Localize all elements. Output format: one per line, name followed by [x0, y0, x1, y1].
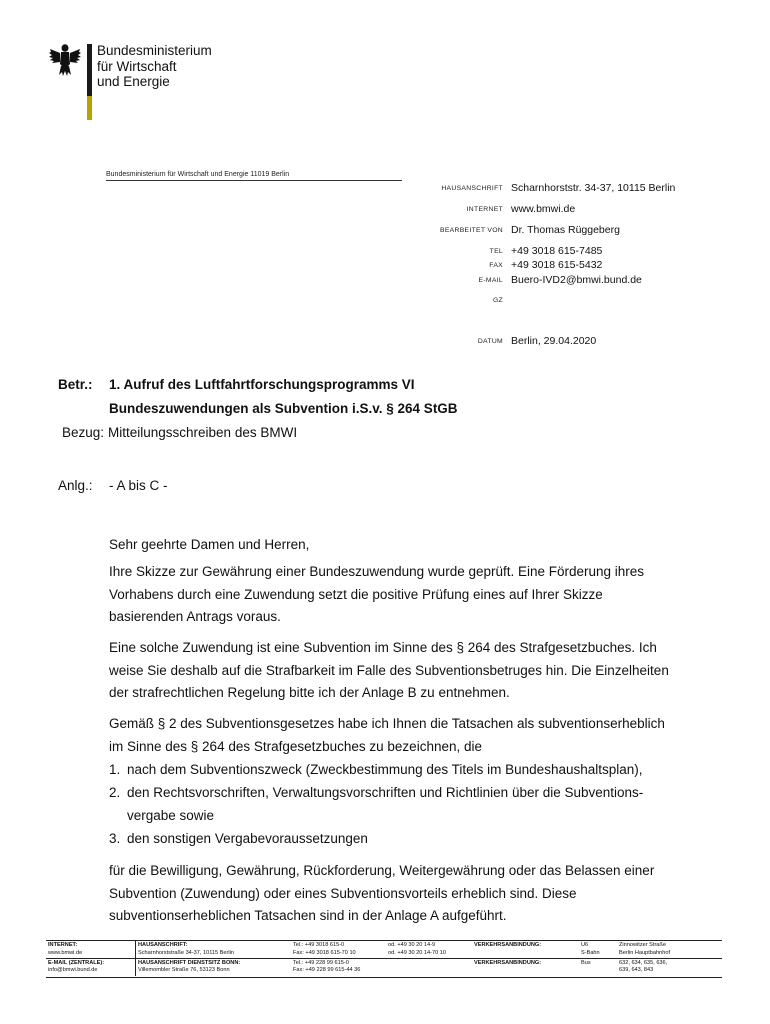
list-item-2-text: den Rechtsvorschriften, Verwaltungsvorschriften und Richtlinien über die Subventions-: [127, 785, 644, 800]
betr-label: Betr.:: [58, 377, 93, 392]
list-item-1-text: nach dem Subventionszweck (Zweckbestimmung des Titels im Bundeshaushaltsplan),: [127, 762, 643, 777]
footer-od-fax: od. +49 30 20 14-70 10: [388, 950, 447, 956]
bearbeitet-value: Dr. Thomas Rüggeberg: [511, 224, 620, 236]
logo-line-1: Bundesministerium: [97, 43, 212, 58]
paragraph-2-line: weise Sie deshalb auf die Strafbarkeit im Falle des Subventionsbetruges hin. Die Einzelheiten: [109, 662, 669, 678]
footer-internet-value: www.bmwi.de: [48, 950, 83, 956]
anlg-value: - A bis C -: [109, 478, 168, 493]
datum-value: Berlin, 29.04.2020: [511, 335, 597, 347]
footer-haus-value: Scharnhorststraße 34-37, 10115 Berlin: [138, 950, 234, 956]
anlg-label: Anlg.:: [58, 478, 93, 493]
fax-label: FAX: [489, 262, 503, 269]
salutation: Sehr geehrte Damen und Herren,: [109, 537, 310, 552]
footer-divider: [46, 958, 722, 959]
hausanschrift-value: Scharnhorststr. 34-37, 10115 Berlin: [511, 182, 676, 194]
paragraph-1: [109, 561, 709, 629]
internet-value: www.bmwi.de: [511, 203, 576, 215]
footer-column-divider: [135, 940, 136, 976]
paragraph-1-line: basierenden Antrags voraus.: [109, 609, 281, 625]
paragraph-2: [109, 637, 709, 705]
paragraph-2-line: der strafrechtlichen Regelung bitte ich der Anlage B zu entnehmen.: [109, 685, 510, 701]
footer-email-label: E-MAIL (ZENTRALE):: [48, 960, 105, 966]
paragraph-3-line: im Sinne des § 264 des Strafgesetzbuches zu bezeichnen, die: [109, 738, 482, 754]
footer-verkehr-label-2: VERKEHRSANBINDUNG:: [474, 960, 542, 966]
footer-haus-label: HAUSANSCHRIFT:: [138, 942, 188, 948]
list-item-3-number: 3.: [109, 831, 121, 846]
paragraph-4-line: für die Bewilligung, Gewährung, Rückforderung, Weitergewährung oder das Belassen einer: [109, 863, 655, 878]
logo-flag-gold: [87, 96, 92, 120]
footer-bus-numbers-1: 632, 634, 635, 636,: [619, 960, 668, 966]
ministry-logo-text: [97, 43, 212, 90]
footer-tel-bonn: Tel.: +49 228 99 615-0: [293, 960, 349, 966]
logo-line-3: und Energie: [97, 74, 170, 89]
footer-verkehr-label-1: VERKEHRSANBINDUNG:: [474, 942, 542, 948]
footer-od-tel: od. +49 30 20 14-9: [388, 942, 436, 948]
logo-line-2: für Wirtschaft: [97, 58, 177, 74]
sender-address-line: Bundesministerium für Wirtschaft und Energie 11019 Berlin: [106, 171, 402, 181]
footer-internet-label: INTERNET:: [48, 942, 78, 948]
footer-bus: Bus: [581, 960, 591, 966]
footer-hbf: Berlin Hauptbahnhof: [619, 950, 671, 956]
list-item-3-text: den sonstigen Vergabevoraussetzungen: [127, 831, 368, 846]
footer-u6: U6: [581, 942, 589, 948]
list-item-1-number: 1.: [109, 762, 121, 777]
footer-bus-numbers-2: 639, 643, 843: [619, 967, 654, 973]
datum-label: DATUM: [477, 338, 503, 345]
footer-tel-berlin: Tel.: +49 3018 615-0: [293, 942, 345, 948]
tel-value: +49 3018 615-7485: [511, 245, 603, 257]
tel-label: TEL: [489, 248, 503, 255]
list-item-2-number: 2.: [109, 785, 121, 800]
subject-line-1: 1. Aufruf des Luftfahrtforschungsprogramms VI: [109, 377, 415, 392]
footer-email-value: info@bmwi.bund.de: [48, 967, 98, 973]
fax-value: +49 3018 615-5432: [511, 259, 603, 271]
bezug-label: Bezug:: [62, 425, 105, 440]
footer-sbahn: S-Bahn: [581, 950, 600, 956]
paragraph-2-line: Eine solche Zuwendung ist eine Subvention im Sinne des § 264 des Strafgesetzbuches. Ich: [109, 640, 657, 655]
list-item-2-text-cont: vergabe sowie: [127, 808, 215, 823]
paragraph-4-line: subventionserheblichen Tatsachen sind in der Anlage A aufgeführt.: [109, 908, 507, 924]
internet-label: INTERNET: [466, 206, 503, 213]
footer-fax-berlin: Fax: +49 3018 615-70 10: [293, 950, 356, 956]
hausanschrift-label: HAUSANSCHRIFT: [441, 185, 503, 192]
paragraph-3-line: Gemäß § 2 des Subventionsgesetzes habe ich Ihnen die Tatsachen als subventionserheblich: [109, 716, 665, 731]
gz-label: GZ: [492, 297, 503, 304]
subject-line-2: Bundeszuwendungen als Subvention i.S.v. § 264 StGB: [109, 401, 458, 416]
paragraph-4-line: Subvention (Zuwendung) oder eines Subventionsvorteils erheblich sind. Diese: [109, 885, 577, 901]
paragraph-3: [109, 713, 709, 758]
paragraph-1-line: Ihre Skizze zur Gewährung einer Bundeszuwendung wurde geprüft. Eine Förderung ihres: [109, 564, 645, 579]
paragraph-4: [109, 860, 709, 928]
paragraph-1-line: Vorhabens durch eine Zuwendung setzt die positive Prüfung eines auf Ihrer Skizze: [109, 586, 603, 602]
bezug-value: Mitteilungsschreiben des BMWI: [108, 425, 298, 440]
email-label: E-MAIL: [478, 277, 503, 284]
footer-bonn-value: Villemombler Straße 76, 53123 Bonn: [138, 967, 230, 973]
bearbeitet-label: BEARBEITET VON: [440, 227, 503, 234]
footer-fax-bonn: Fax: +49 228 99 615-44 36: [293, 967, 361, 973]
email-value: Buero-IVD2@bmwi.bund.de: [511, 274, 642, 286]
federal-eagle-icon: [48, 42, 82, 78]
footer-bonn-label: HAUSANSCHRIFT DIENSTSITZ BONN:: [138, 960, 241, 966]
footer-zinnowitzer: Zinnowitzer Straße: [619, 942, 666, 948]
